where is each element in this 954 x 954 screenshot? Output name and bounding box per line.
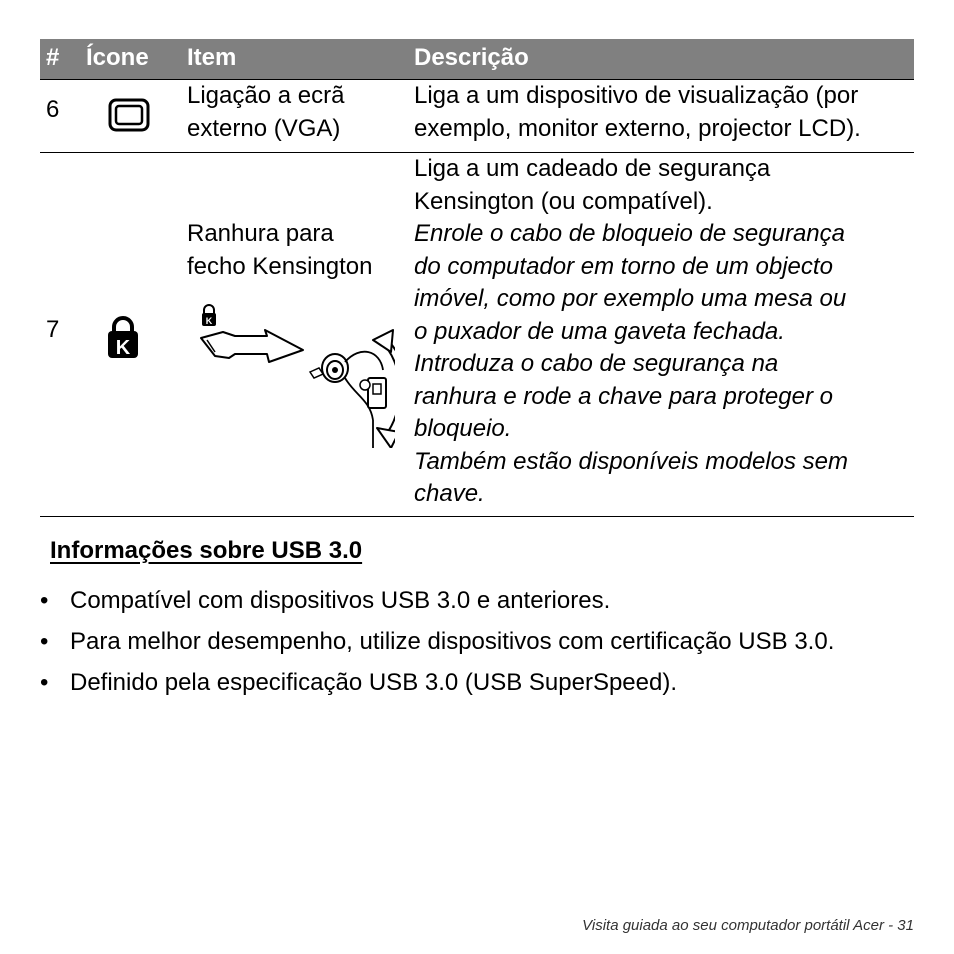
header-description: Descrição [414, 44, 529, 71]
kensington-lock-icon [106, 316, 140, 370]
list-item: • Compatível com dispositivos USB 3.0 e anteriores. [40, 585, 940, 626]
vga-monitor-icon [108, 98, 150, 142]
list-item: • Definido pela especificação USB 3.0 (USB SuperSpeed). [40, 667, 940, 708]
bullet-icon: • [40, 669, 49, 696]
row-description: Liga a um dispositivo de visualização (por exemplo, monitor externo, projector LCD). [414, 82, 861, 142]
bullet-icon: • [40, 587, 49, 614]
table-row [40, 80, 914, 153]
section-title: Informações sobre USB 3.0 [50, 537, 363, 564]
kensington-lock-illustration [195, 300, 395, 458]
row-description: Liga a um cadeado de segurança Kensington (ou compatível). Enrole o cabo de bloqueio de segurança do computador em torno de um objecto imóvel, como por exemplo uma mesa ou o puxador de uma gaveta fechada. Introduza o cabo de segurança na ranhura e rode a chave para proteger o bloqueio. Também estão disponíveis modelos sem chave. [414, 155, 848, 507]
row-item: Ranhura para fecho Kensington [187, 220, 373, 280]
header-number: # [46, 44, 60, 71]
header-item: Item [187, 44, 237, 71]
bullet-list [40, 585, 940, 708]
header-icon: Ícone [86, 44, 149, 71]
row-number: 6 [46, 96, 60, 123]
list-item: • Para melhor desempenho, utilize dispositivos com certificação USB 3.0. [40, 626, 940, 667]
svg-text:K: K [205, 316, 213, 326]
row-number: 7 [46, 316, 60, 343]
table-header [40, 39, 914, 80]
row-item: Ligação a ecrã externo (VGA) [187, 82, 345, 142]
ports-table [40, 39, 914, 517]
page-footer: Visita guiada ao seu computador portátil Acer - 31 [582, 917, 914, 934]
svg-text:K: K [115, 337, 131, 359]
table-row [40, 153, 914, 517]
bullet-icon: • [40, 628, 49, 655]
